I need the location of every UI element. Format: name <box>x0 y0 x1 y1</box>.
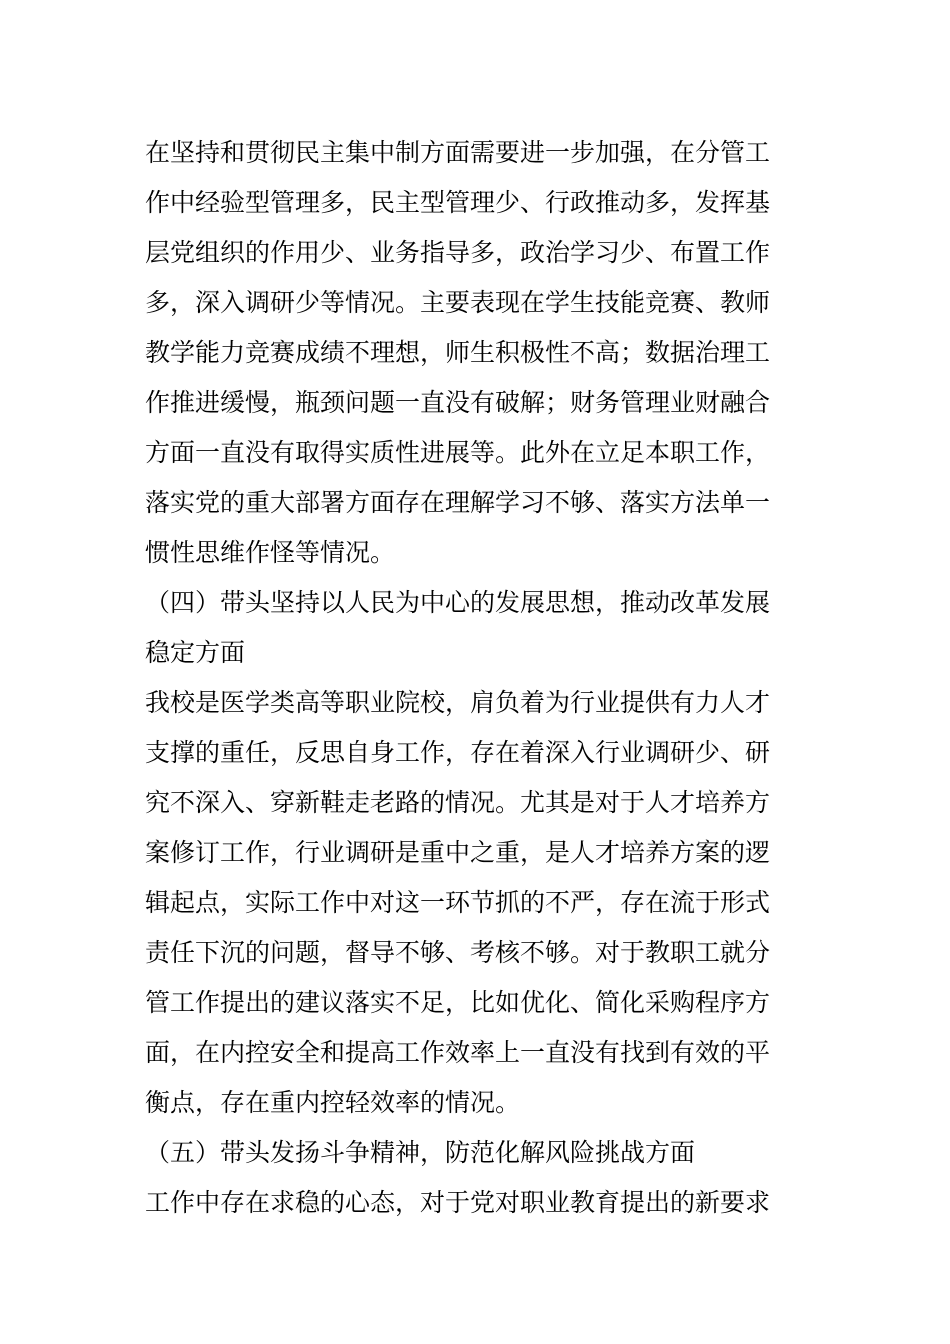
text-line: 作推进缓慢，瓶颈问题一直没有破解；财务管理业财融合 <box>145 388 771 417</box>
text-line: 惯性思维作怪等情况。 <box>145 538 396 567</box>
section-heading-5 <box>145 1128 815 1178</box>
text-line: 管工作提出的建议落实不足，比如优化、简化采购程序方 <box>145 988 771 1017</box>
text-line: 层党组织的作用少、业务指导多，政治学习少、布置工作 <box>145 238 771 267</box>
text-line: 责任下沉的问题，督导不够、考核不够。对于教职工就分 <box>145 938 771 967</box>
paragraph-democratic-centralism <box>145 128 815 578</box>
text-line: 面，在内控安全和提高工作效率上一直没有找到有效的平 <box>145 1038 771 1067</box>
document-body <box>145 128 815 1228</box>
text-line: 辑起点，实际工作中对这一环节抓的不严，存在流于形式 <box>145 888 771 917</box>
text-line: 在坚持和贯彻民主集中制方面需要进一步加强，在分管工 <box>145 138 771 167</box>
text-line: 衡点，存在重内控轻效率的情况。 <box>145 1088 521 1117</box>
heading-line: 稳定方面 <box>145 638 246 667</box>
paragraph-risk-challenges <box>145 1178 815 1228</box>
text-line: 多，深入调研少等情况。主要表现在学生技能竞赛、教师 <box>145 288 771 317</box>
heading-line: （五）带头发扬斗争精神，防范化解风险挑战方面 <box>145 1138 696 1167</box>
text-line: 方面一直没有取得实质性进展等。此外在立足本职工作， <box>145 438 771 467</box>
text-line: 作中经验型管理多，民主型管理少、行政推动多，发挥基 <box>145 188 771 217</box>
text-line: 案修订工作，行业调研是重中之重，是人才培养方案的逻 <box>145 838 771 867</box>
text-line: 支撑的重任，反思自身工作，存在着深入行业调研少、研 <box>145 738 771 767</box>
paragraph-people-centered <box>145 678 815 1128</box>
text-line: 工作中存在求稳的心态，对于党对职业教育提出的新要求 <box>145 1188 771 1217</box>
text-line: 教学能力竞赛成绩不理想，师生积极性不高；数据治理工 <box>145 338 771 367</box>
text-line: 落实党的重大部署方面存在理解学习不够、落实方法单一 <box>145 488 771 517</box>
heading-line: （四）带头坚持以人民为中心的发展思想，推动改革发展 <box>145 588 771 617</box>
text-line: 究不深入、穿新鞋走老路的情况。尤其是对于人才培养方 <box>145 788 771 817</box>
text-line: 我校是医学类高等职业院校，肩负着为行业提供有力人才 <box>145 688 771 717</box>
section-heading-4 <box>145 578 815 678</box>
